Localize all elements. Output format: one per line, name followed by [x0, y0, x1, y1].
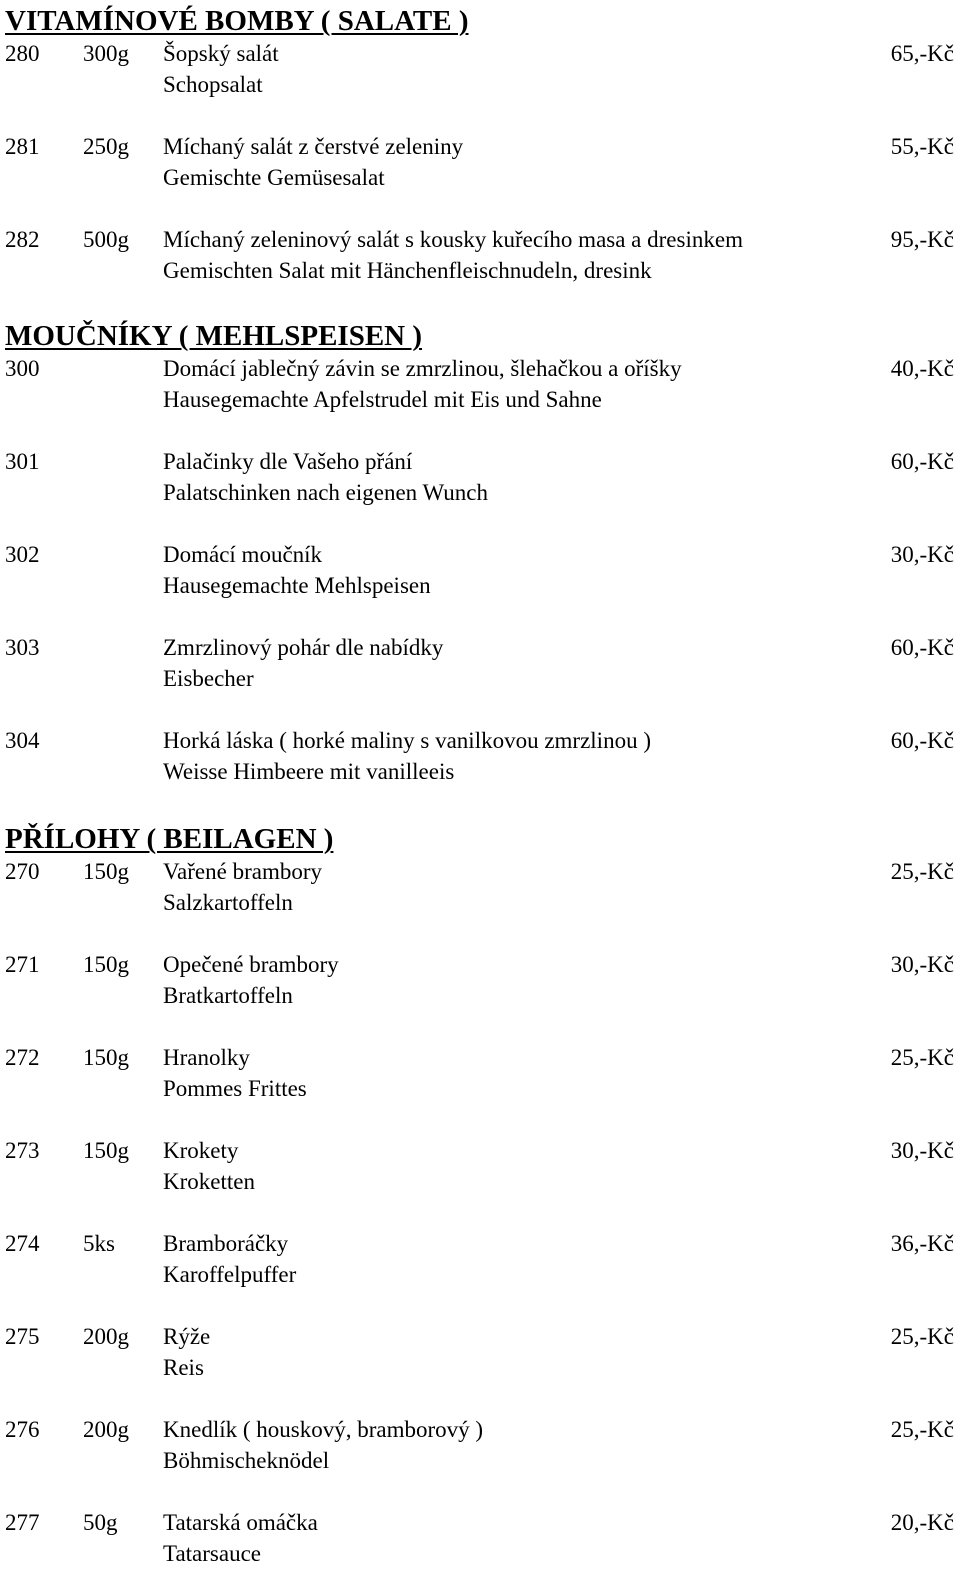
item-name-cz: Knedlík ( houskový, bramborový ): [163, 1417, 484, 1442]
item-name-cz: Vařené brambory: [163, 859, 323, 884]
item-name-cz: Domácí jablečný závin se zmrzlinou, šlehačkou a oříšky: [163, 356, 682, 381]
item-name-de: Salzkartoffeln: [163, 890, 293, 915]
item-names: [163, 353, 682, 415]
item-name-cz: Bramboráčky: [163, 1231, 289, 1256]
item-number: 275: [5, 1324, 40, 1349]
item-name-de: Böhmischeknödel: [163, 1448, 330, 1473]
item-name-de: Weisse Himbeere mit vanilleeis: [163, 759, 455, 784]
menu-item: [5, 1228, 954, 1321]
item-price: 20,-Kč: [890, 1510, 954, 1535]
item-name-cz: Zmrzlinový pohár dle nabídky: [163, 635, 444, 660]
item-price: 55,-Kč: [890, 134, 954, 159]
item-price: 25,-Kč: [890, 1324, 954, 1349]
item-quantity: 150g: [83, 1138, 129, 1163]
menu-item: [5, 446, 954, 539]
item-quantity: 150g: [83, 952, 129, 977]
item-name-de: Tatarsauce: [163, 1541, 261, 1566]
menu-item: [5, 224, 954, 317]
item-quantity: 500g: [83, 227, 129, 252]
item-price: 25,-Kč: [890, 859, 954, 884]
item-price: 30,-Kč: [890, 1138, 954, 1163]
item-names: [163, 949, 339, 1011]
item-number: 280: [5, 41, 40, 66]
item-price: 25,-Kč: [890, 1045, 954, 1070]
item-name-de: Bratkartoffeln: [163, 983, 293, 1008]
item-names: [163, 1507, 318, 1569]
item-number: 270: [5, 859, 40, 884]
item-name-de: Kroketten: [163, 1169, 255, 1194]
item-name-de: Hausegemachte Apfelstrudel mit Eis und Sahne: [163, 387, 602, 412]
menu-item: [5, 539, 954, 632]
item-name-cz: Domácí moučník: [163, 542, 323, 567]
item-number: 274: [5, 1231, 40, 1256]
item-number: 271: [5, 952, 40, 977]
item-number: 272: [5, 1045, 40, 1070]
item-name-cz: Horká láska ( horké maliny s vanilkovou zmrzlinou ): [163, 728, 651, 753]
item-name-de: Palatschinken nach eigenen Wunch: [163, 480, 489, 505]
item-names: [163, 131, 463, 193]
menu-item: [5, 1135, 954, 1228]
section-salads: [5, 4, 954, 317]
item-quantity: 200g: [83, 1417, 129, 1442]
item-number: 303: [5, 635, 40, 660]
item-names: [163, 1228, 296, 1290]
item-price: 60,-Kč: [890, 449, 954, 474]
item-number: 273: [5, 1138, 40, 1163]
section-title: VITAMÍNOVÉ BOMBY ( SALATE ): [5, 5, 469, 37]
item-name-de: Gemischte Gemüsesalat: [163, 165, 385, 190]
item-name-cz: Míchaný salát z čerstvé zeleniny: [163, 134, 464, 159]
menu-item: [5, 38, 954, 131]
item-names: [163, 539, 431, 601]
item-number: 281: [5, 134, 40, 159]
item-names: [163, 856, 322, 918]
item-name-cz: Hranolky: [163, 1045, 250, 1070]
section-title: MOUČNÍKY ( MEHLSPEISEN ): [5, 320, 423, 352]
menu-item: [5, 725, 954, 818]
item-names: [163, 1042, 307, 1104]
item-price: 30,-Kč: [890, 952, 954, 977]
item-name-cz: Míchaný zeleninový salát s kousky kuřecího masa a dresinkem: [163, 227, 743, 252]
item-name-cz: Palačinky dle Vašeho přání: [163, 449, 413, 474]
item-number: 276: [5, 1417, 40, 1442]
item-price: 60,-Kč: [890, 728, 954, 753]
section-title: PŘÍLOHY ( BEILAGEN ): [5, 823, 334, 855]
item-quantity: 5ks: [83, 1231, 115, 1256]
menu-item: [5, 632, 954, 725]
menu-item: [5, 353, 954, 446]
item-name-cz: Krokety: [163, 1138, 239, 1163]
item-quantity: 150g: [83, 859, 129, 884]
item-name-cz: Opečené brambory: [163, 952, 339, 977]
item-quantity: 50g: [83, 1510, 118, 1535]
item-name-de: Karoffelpuffer: [163, 1262, 297, 1287]
item-names: [163, 1321, 210, 1383]
item-name-cz: Šopský salát: [163, 41, 279, 66]
item-number: 277: [5, 1510, 40, 1535]
section-side-dishes: [5, 822, 954, 1569]
menu-item: [5, 1321, 954, 1414]
menu-item: [5, 1042, 954, 1135]
item-name-de: Reis: [163, 1355, 204, 1380]
section-desserts: [5, 319, 954, 818]
item-quantity: 250g: [83, 134, 129, 159]
item-name-cz: Rýže: [163, 1324, 211, 1349]
item-names: [163, 446, 488, 508]
item-price: 60,-Kč: [890, 635, 954, 660]
item-name-cz: Tatarská omáčka: [163, 1510, 318, 1535]
item-quantity: 150g: [83, 1045, 129, 1070]
item-price: 36,-Kč: [890, 1231, 954, 1256]
item-names: [163, 38, 279, 100]
item-names: [163, 224, 743, 286]
item-number: 304: [5, 728, 40, 753]
item-quantity: 300g: [83, 41, 129, 66]
item-price: 95,-Kč: [890, 227, 954, 252]
item-names: [163, 1414, 483, 1476]
item-name-de: Pommes Frittes: [163, 1076, 307, 1101]
item-number: 282: [5, 227, 40, 252]
item-price: 65,-Kč: [890, 41, 954, 66]
item-number: 302: [5, 542, 40, 567]
item-name-de: Gemischten Salat mit Hänchenfleischnudeln, dresink: [163, 258, 652, 283]
menu-item: [5, 1507, 954, 1569]
item-names: [163, 1135, 255, 1197]
menu-item: [5, 1414, 954, 1507]
item-name-de: Hausegemachte Mehlspeisen: [163, 573, 431, 598]
menu-item: [5, 856, 954, 949]
item-price: 30,-Kč: [890, 542, 954, 567]
menu-item: [5, 949, 954, 1042]
item-quantity: 200g: [83, 1324, 129, 1349]
item-price: 25,-Kč: [890, 1417, 954, 1442]
item-price: 40,-Kč: [890, 356, 954, 381]
item-names: [163, 725, 651, 787]
item-names: [163, 632, 443, 694]
item-number: 300: [5, 356, 40, 381]
item-name-de: Eisbecher: [163, 666, 254, 691]
item-name-de: Schopsalat: [163, 72, 263, 97]
item-number: 301: [5, 449, 40, 474]
menu-item: [5, 131, 954, 224]
